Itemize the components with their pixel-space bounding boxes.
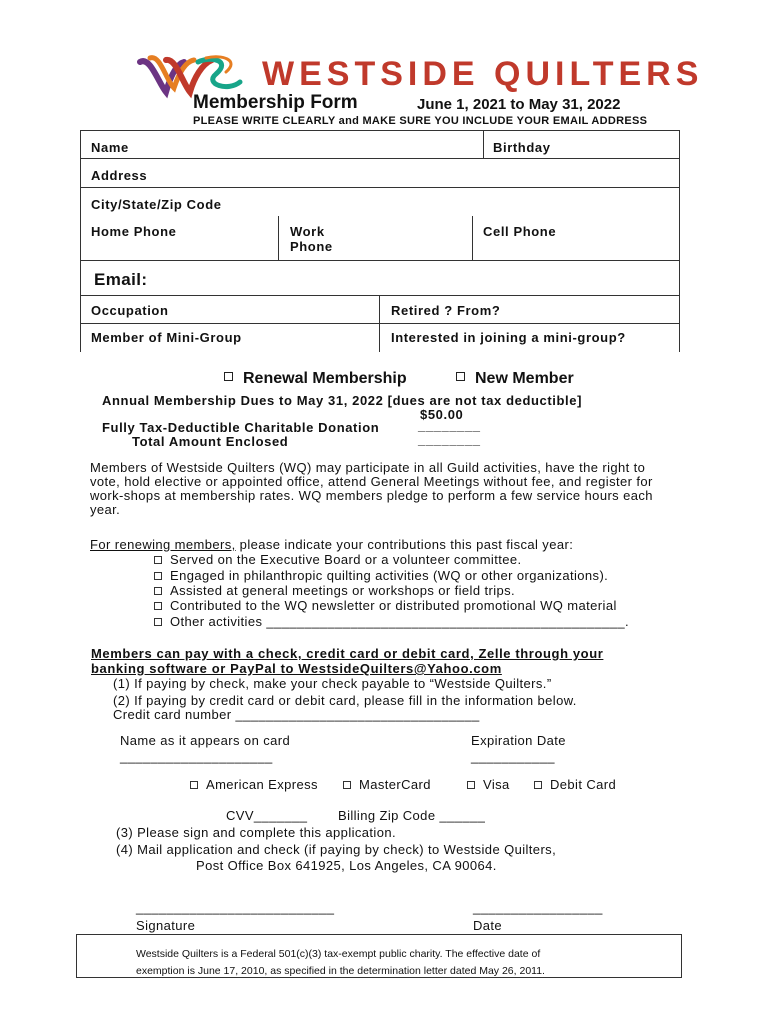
visa-checkbox[interactable]: [467, 778, 510, 792]
total-label: Total Amount Enclosed: [132, 434, 289, 449]
checkbox-icon: [154, 587, 162, 595]
org-name: WESTSIDE QUILTERS: [262, 55, 704, 93]
address-field[interactable]: Address: [91, 168, 148, 183]
renewal-label: Renewal Membership: [243, 370, 407, 387]
row-divider: [80, 323, 680, 324]
contribution-label: Assisted at general meetings or workshops or field trips.: [170, 583, 516, 598]
contribution-item[interactable]: [154, 615, 629, 629]
work-phone-label-line2: Phone: [290, 239, 333, 254]
card-type-label: Debit Card: [550, 777, 617, 792]
contribution-label: Served on the Executive Board or a volunteer committee.: [170, 552, 522, 567]
row-divider: [80, 260, 680, 261]
col-divider: [483, 130, 484, 158]
work-phone-field[interactable]: [290, 224, 333, 254]
form-border-right: [679, 130, 680, 352]
interested-mini-group-field[interactable]: Interested in joining a mini-group?: [391, 330, 626, 345]
payment-step-1: (1) If paying by check, make your check payable to “Westside Quilters.”: [113, 676, 552, 691]
retired-field[interactable]: Retired ? From?: [391, 303, 501, 318]
checkbox-icon: [534, 781, 542, 789]
card-type-label: American Express: [206, 777, 318, 792]
form-border-top: [80, 130, 680, 131]
form-title: Membership Form: [193, 92, 358, 113]
col-divider: [472, 216, 473, 260]
signature-field[interactable]: __________________________: [136, 900, 335, 915]
footer-line-2: exemption is June 17, 2010, as specified in the determination letter dated May 26, 2011.: [136, 965, 545, 977]
checkbox-icon: [467, 781, 475, 789]
col-divider: [379, 295, 380, 352]
checkbox-icon: [343, 781, 351, 789]
payment-heading-line2: banking software or PayPal to WestsideQuilters@Yahoo.com: [91, 661, 502, 676]
name-field[interactable]: Name: [91, 140, 129, 155]
email-field[interactable]: Email:: [94, 270, 148, 289]
contribution-label: Contributed to the WQ newsletter or distributed promotional WQ material: [170, 598, 617, 613]
city-state-zip-field[interactable]: City/State/Zip Code: [91, 197, 222, 212]
payment-step-4: (4) Mail application and check (if paying by check) to Westside Quilters,: [116, 842, 557, 857]
contributions-lead-rest: please indicate your contributions this past fiscal year:: [235, 537, 574, 552]
checkbox-icon: [154, 618, 162, 626]
checkbox-icon: [154, 572, 162, 580]
checkbox-icon: [224, 372, 233, 381]
donation-label: Fully Tax-Deductible Charitable Donation: [102, 420, 380, 435]
contribution-item[interactable]: [154, 569, 608, 583]
dues-amount: $50.00: [420, 407, 464, 422]
debit-card-checkbox[interactable]: [534, 778, 616, 792]
total-blank[interactable]: ________: [418, 432, 481, 447]
card-type-label: MasterCard: [359, 777, 431, 792]
work-phone-label-line1: Work: [290, 224, 325, 239]
contribution-item[interactable]: [154, 553, 522, 567]
occupation-field[interactable]: Occupation: [91, 303, 169, 318]
cvv-field[interactable]: CVV_______: [226, 808, 308, 823]
contribution-label: Other activities _______________________________________________.: [170, 614, 630, 629]
checkbox-icon: [154, 602, 162, 610]
mastercard-checkbox[interactable]: [343, 778, 431, 792]
membership-benefits-text: Members of Westside Quilters (WQ) may participate in all Guild activities, have the right to vote, hold elective or appointed office, attend General Meetings without fee, and register for work-shops at membership rates. WQ members pledge to perform a few service hours each year.: [90, 460, 653, 517]
form-border-left: [80, 130, 81, 352]
row-divider: [80, 158, 680, 159]
row-divider: [80, 295, 680, 296]
birthday-field[interactable]: Birthday: [493, 140, 551, 155]
row-divider: [80, 187, 680, 188]
payment-step-3: (3) Please sign and complete this application.: [116, 825, 396, 840]
renewal-membership-checkbox[interactable]: [224, 370, 407, 388]
mini-group-field[interactable]: Member of Mini-Group: [91, 330, 242, 345]
american-express-checkbox[interactable]: [190, 778, 318, 792]
billing-zip-field[interactable]: Billing Zip Code ______: [338, 808, 486, 823]
checkbox-icon: [154, 556, 162, 564]
expiration-field[interactable]: ___________: [471, 749, 555, 764]
footer-line-1: Westside Quilters is a Federal 501(c)(3) tax-exempt public charity. The effective date of: [136, 948, 541, 960]
mailing-address: Post Office Box 641925, Los Angeles, CA 90064.: [196, 858, 497, 873]
expiration-label: Expiration Date: [471, 733, 566, 748]
contribution-item[interactable]: [154, 599, 617, 613]
home-phone-field[interactable]: Home Phone: [91, 224, 177, 239]
payment-heading-line1: Members can pay with a check, credit card or debit card, Zelle through your: [91, 646, 604, 661]
contribution-label: Engaged in philanthropic quilting activities (WQ or other organizations).: [170, 568, 609, 583]
card-type-label: Visa: [483, 777, 510, 792]
date-field[interactable]: _________________: [473, 900, 603, 915]
name-on-card-field[interactable]: ____________________: [120, 749, 273, 764]
footer-notice-box: [76, 934, 682, 978]
membership-period: June 1, 2021 to May 31, 2022: [417, 96, 621, 113]
checkbox-icon: [190, 781, 198, 789]
footer-notice: [136, 946, 545, 980]
contributions-lead: [90, 538, 573, 552]
name-on-card-label: Name as it appears on card: [120, 733, 291, 748]
new-member-checkbox[interactable]: [456, 370, 574, 388]
contribution-item[interactable]: [154, 584, 515, 598]
instruction-text: PLEASE WRITE CLEARLY and MAKE SURE YOU INCLUDE YOUR EMAIL ADDRESS: [193, 115, 648, 127]
cell-phone-field[interactable]: Cell Phone: [483, 224, 557, 239]
new-member-label: New Member: [475, 370, 574, 387]
signature-label: Signature: [136, 918, 196, 933]
contributions-lead-underlined: For renewing members,: [90, 537, 236, 552]
checkbox-icon: [456, 372, 465, 381]
date-label: Date: [473, 918, 503, 933]
payment-step-2: (2) If paying by credit card or debit card, please fill in the information below.: [113, 693, 577, 708]
credit-card-number-field[interactable]: Credit card number ________________________________: [113, 707, 480, 722]
dues-line: Annual Membership Dues to May 31, 2022 [dues are not tax deductible]: [102, 393, 583, 408]
donation-blank[interactable]: ________: [418, 418, 481, 433]
col-divider: [278, 216, 279, 260]
